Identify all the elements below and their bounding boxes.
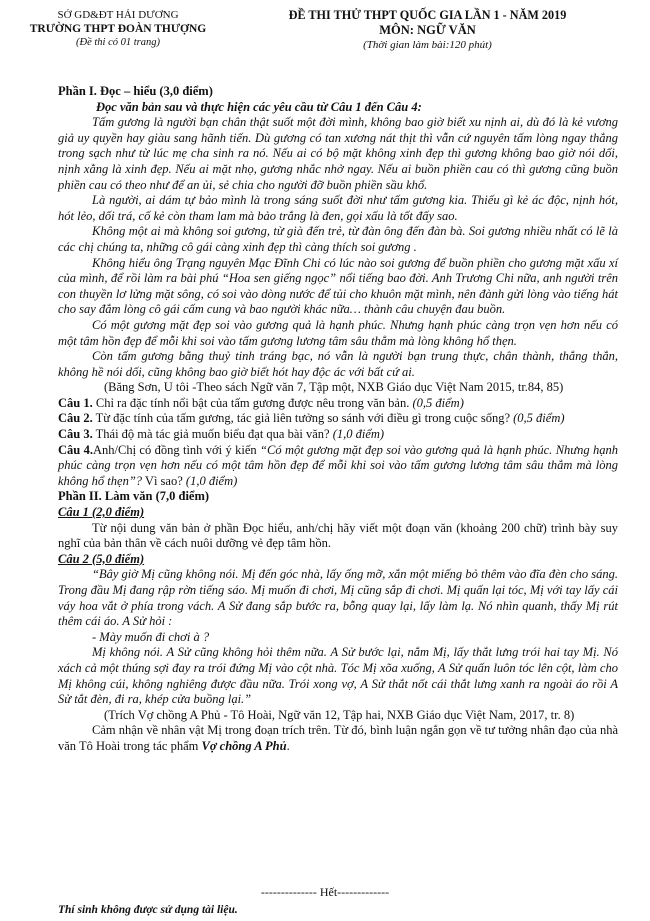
work-title: Vợ chồng A Phủ — [201, 738, 287, 753]
question-label: Câu 1. — [58, 395, 93, 410]
school-name: TRƯỜNG THPT ĐOÀN THƯỢNG — [29, 23, 207, 35]
reading-paragraph: Tấm gương là người bạn chân thật suốt một đời mình, không bao giờ biết xu nịnh ai, dù đó là kẻ vương giả uy quyền hay giàu sang hãnh tiến. Dù gương có tan xương nát thịt thì vẫn cứ nguyên tấm lòng ngay thẳng trong sạch như từ lúc mẹ cha sinh ra nó. Nếu ai có bộ mặt không xinh đẹp thì gương không bao giờ nói dối, nịnh xằng là xinh đẹp. Nếu ai mặt nhọ, gương nhắc nhở ngay. Nếu ai buồn phiền cau có thì gương cũng buồn phiền cau có theo như để an ủi, sẻ chia cho người đỡ buồn phiền sầu khổ. — [58, 115, 618, 192]
department-name: SỞ GD&ĐT HẢI DƯƠNG — [57, 9, 179, 21]
end-mark: -------------- Hết------------- — [260, 885, 390, 899]
question-points: (0,5 điểm) — [412, 395, 464, 410]
pages-note: (Đề thi có 01 trang) — [76, 37, 160, 48]
question-text: Chỉ ra đặc tính nổi bật của tấm gương được nêu trong văn bản. — [92, 395, 413, 410]
reading-paragraph: Là người, ai dám tự bảo mình là trong sáng suốt đời như tấm gương kia. Thiếu gì kẻ ác độc, nịnh hót, hót lẻo, dối trá, cố kẻ còn tham lam mà bảo trắng là đen, gọi xấu là tốt đấy sao. — [58, 193, 618, 223]
task-end: . — [286, 738, 290, 753]
question-points: (0,5 điểm) — [513, 411, 565, 426]
reading-paragraph: Có một gương mặt đẹp soi vào gương quả là hạnh phúc. Nhưng hạnh phúc càng trọn vẹn hơn nếu có một tâm hồn đẹp để mỗi khi soi vào tấm gương lương tâm sâu thẳm mà lòng không hổ thẹn. — [58, 317, 618, 348]
question-quote: “Có một gương mặt đẹp soi vào gương quả là hạnh phúc. Nhưng hạnh phúc càng trọn vẹn hơn nếu có một tâm hồn đẹp để mỗi khi soi vào tấm gương lương tâm sâu thẳm mà lòng không hổ thẹn”? — [58, 442, 618, 488]
question-text: Từ đặc tính của tấm gương, tác giả liên tưởng so sánh với điều gì trong cuộc sống? — [92, 411, 514, 426]
excerpt-source: (Trích Vợ chồng A Phủ - Tô Hoài, Ngữ văn 12, Tập hai, NXB Giáo dục Việt Nam, 2017, tr. 8) — [104, 707, 575, 722]
part1-heading: Phần I. Đọc – hiểu (3,0 điểm) — [58, 84, 213, 98]
question-points: (1,0 điểm) — [332, 427, 385, 442]
question-text: Anh/Chị có đồng tình với ý kiến — [92, 442, 261, 457]
question-2 — [58, 411, 618, 427]
time-limit: (Thời gian làm bài:120 phút) — [363, 39, 492, 51]
reading-paragraph: Không hiểu ông Trạng nguyên Mạc Đĩnh Chi có lúc nào soi gương để buồn phiền cho gương mặt xấu xí của mình, để rồi làm ra bài phú “Hoa sen giếng ngọc” nổi tiếng bao đời. Anh Trương Chi nữa, anh người trên con thuyền lơ lửng mặt sông, có soi vào dòng nước để tủi cho khuôn mặt mình, nên đành gửi lòng vào tiếng hát cho say đắm lòng cô gái cấm cung và bao người khác nữa… thành câu chuyện đau buồn. — [58, 255, 618, 317]
task-text: Cảm nhận về nhân vật Mị trong đoạn trích trên. Từ đó, bình luận ngắn gọn về tư tưởng nhân đạo của nhà văn Tô Hoài trong tác phẩm — [58, 723, 618, 753]
footer-note: Thí sinh không được sử dụng tài liệu. — [58, 904, 238, 916]
essay-q1-label: Câu 1 (2,0 điểm) — [58, 505, 145, 520]
question-tail: Vì sao? — [142, 473, 186, 488]
excerpt-dialogue: - Mày muốn đi chơi à ? — [92, 629, 210, 644]
essay-q1-text: Từ nội dung văn bản ở phần Đọc hiểu, anh/chị hãy viết một đoạn văn (khoảng 200 chữ) trình bày suy nghĩ của bản thân về cách nuôi dưỡng vẻ đẹp tâm hồn. — [58, 520, 618, 551]
reading-source: (Băng Sơn, U tôi -Theo sách Ngữ văn 7, Tập một, NXB Giáo dục Việt Nam 2015, tr.84, 85) — [104, 380, 564, 395]
question-label: Câu 2. — [58, 411, 93, 426]
question-1 — [58, 396, 618, 412]
question-label: Câu 4. — [58, 442, 93, 457]
question-3 — [58, 427, 618, 443]
exam-body — [58, 84, 618, 755]
essay-q2-task — [58, 723, 618, 754]
exam-title: ĐỀ THI THỬ THPT QUỐC GIA LẦN 1 - NĂM 2019 — [288, 8, 567, 22]
header-left — [18, 8, 218, 50]
question-text: Thái độ mà tác giả muốn biểu đạt qua bài văn? — [92, 427, 333, 442]
header-right — [220, 8, 635, 53]
question-4 — [58, 443, 618, 490]
reading-paragraph: Còn tấm gương bằng thuỷ tinh tráng bạc, nó vẫn là người bạn trung thực, chân thành, thẳng thắn, không hề nói dối, cũng không bao giờ biết hót hay độc ác với bất cứ ai. — [58, 349, 618, 379]
reading-paragraph: Không một ai mà không soi gương, từ già đến trẻ, từ đàn ông đến đàn bà. Soi gương nhiều nhất có lẽ là các chị chúng ta, những cô gái càng xinh đẹp thì càng thích soi gương . — [58, 224, 618, 254]
excerpt-paragraph: “Bây giờ Mị cũng không nói. Mị đến góc nhà, lấy ống mỡ, xắn một miếng bỏ thêm vào đĩa đèn cho sáng. Trong đầu Mị đang rập rờn tiếng sáo. Mị muốn đi chơi, Mị cũng sắp đi chơi. Mị quấn lại tóc, Mị với tay lấy cái váy hoa vắt ở phía trong vách. A Sử đang sắp bước ra, bỗng quay lại, lấy làm lạ. Nó nhìn quanh, thấy Mị rút thêm cái áo. A Sử hỏi : — [58, 567, 618, 629]
part1-instruction: Đọc văn bản sau và thực hiện các yêu cầu từ Câu 1 đến Câu 4: — [96, 99, 422, 114]
part2-heading: Phần II. Làm văn (7,0 điểm) — [58, 489, 210, 504]
question-points: (1,0 điểm) — [185, 473, 238, 488]
essay-q2-label: Câu 2 (5,0 điểm) — [58, 551, 145, 566]
subject-title: MÔN: NGỮ VĂN — [379, 23, 476, 37]
question-label: Câu 3. — [58, 427, 93, 442]
excerpt-paragraph: Mị không nói. A Sử cũng không hỏi thêm nữa. A Sử bước lại, nắm Mị, lấy thắt lưng trói hai tay Mị. Nó xách cả một thúng sợi đay ra trói đứng Mị vào cột nhà. Tóc Mị xõa xuống, A Sử quấn luôn tóc lên cột, làm cho Mị không cúi, không nghiêng được đầu nữa. Trói xong vợ, A Sử thắt nốt cái thắt lưng xanh ra ngoài áo rồi A Sử tắt đèn, đi ra, khép cửa buồng lại.” — [58, 645, 618, 707]
